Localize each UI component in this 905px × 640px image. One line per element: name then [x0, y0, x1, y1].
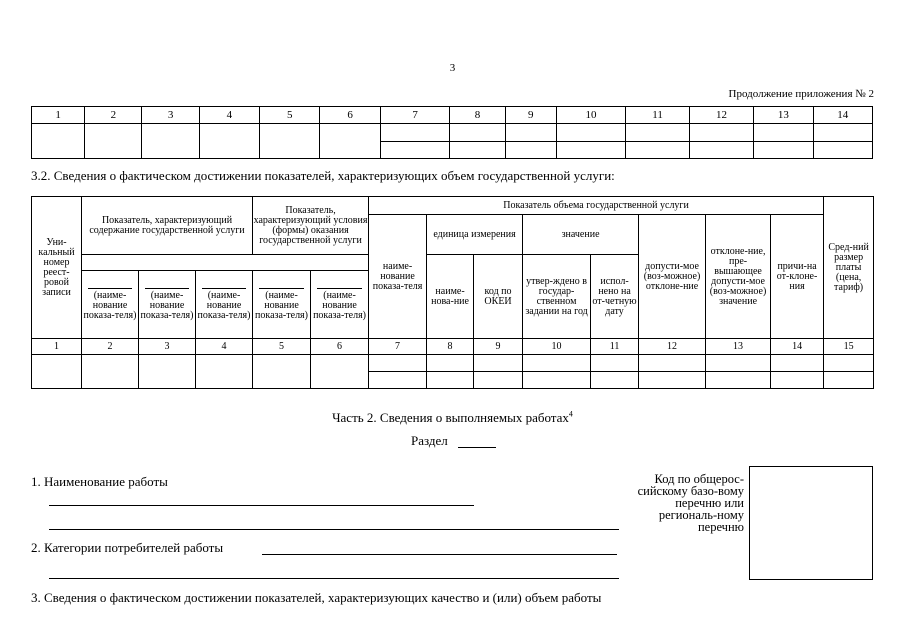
col-num: 10 [556, 107, 626, 124]
header-sub-name: (наиме-нование показа-теля) [82, 271, 139, 339]
section-label: Раздел [411, 433, 448, 448]
col-num: 14 [771, 339, 824, 355]
column-number-row [32, 339, 874, 355]
work-name-field[interactable] [49, 505, 474, 506]
header-reason: причи-на от-клоне-ния [771, 215, 824, 339]
page-number: 3 [449, 62, 456, 74]
col-num: 6 [311, 339, 369, 355]
col-num: 1 [32, 107, 85, 124]
header-volume-group: Показатель объема государственной услуги [369, 197, 824, 215]
header-allowed-deviation: допусти-мое (воз-можное) отклоне-ние [639, 215, 706, 339]
col-num: 9 [505, 107, 556, 124]
col-num: 3 [139, 339, 196, 355]
col-num: 12 [639, 339, 706, 355]
column-number-row [32, 107, 873, 124]
col-num: 7 [369, 339, 427, 355]
col-num: 10 [523, 339, 591, 355]
col-num: 4 [199, 107, 259, 124]
code-box[interactable] [749, 466, 873, 580]
work-name-label: 1. Наименование работы [31, 474, 168, 489]
header-unique-number: Уни-кальный номер реест-ровой записи [32, 197, 82, 339]
header-sub-name: (наиме-нование показа-теля) [253, 271, 311, 339]
continuation-label: Продолжение приложения № 2 [728, 88, 874, 100]
volume-indicators-table [31, 196, 874, 389]
col-num: 13 [706, 339, 771, 355]
col-num: 7 [380, 107, 450, 124]
work-name-field-2[interactable] [49, 529, 619, 530]
section-3-2-title: 3.2. Сведения о фактическом достижении показателей, характеризующих объем государственной услуги: [31, 168, 615, 183]
section-3-title: 3. Сведения о фактическом достижении показателей, характеризующих качество и (или) объем работы [31, 590, 602, 605]
header-approved: утвер-ждено в государ-ственном задании на год [523, 255, 591, 339]
col-num: 5 [260, 107, 320, 124]
code-label: Код по общерос-сийскому базо-вому перечню или региональ-ному перечню [637, 472, 744, 534]
header-deviation-exceeding: отклоне-ние, пре-вышающее допусти-мое (воз-можное) значение [706, 215, 771, 339]
header-conditions-group: Показатель, характеризующий условия (формы) оказания государственной услуги [253, 197, 369, 255]
header-executed: испол-нено на от-четную дату [591, 255, 639, 339]
col-num: 6 [320, 107, 380, 124]
col-num: 3 [142, 107, 199, 124]
table-row [32, 355, 874, 372]
col-num: 13 [754, 107, 813, 124]
col-num: 8 [450, 107, 505, 124]
header-sub-name: (наиме-нование показа-теля) [311, 271, 369, 339]
col-num: 11 [591, 339, 639, 355]
header-value: значение [523, 215, 639, 255]
col-num: 11 [626, 107, 689, 124]
header-indicator-name: наиме-нование показа-теля [369, 215, 427, 339]
header-content-group: Показатель, характеризующий содержание государственной услуги [82, 197, 253, 255]
col-num: 2 [85, 107, 142, 124]
col-num: 15 [824, 339, 874, 355]
section-number-field[interactable] [458, 447, 496, 448]
col-num: 5 [253, 339, 311, 355]
header-okei-code: код по ОКЕИ [474, 255, 523, 339]
continued-table [31, 106, 873, 159]
col-num: 14 [813, 107, 872, 124]
col-num: 9 [474, 339, 523, 355]
col-num: 12 [689, 107, 753, 124]
col-num: 1 [32, 339, 82, 355]
col-num: 4 [196, 339, 253, 355]
consumer-category-label: 2. Категории потребителей работы [31, 540, 224, 555]
col-num: 8 [427, 339, 474, 355]
table-row [32, 124, 873, 142]
part2-title: Часть 2. Сведения о выполняемых работах$^4$ [332, 409, 573, 425]
col-num: 2 [82, 339, 139, 355]
header-unit: единица измерения [427, 215, 523, 255]
consumer-category-field-2[interactable] [49, 578, 619, 579]
header-sub-name: (наиме-нование показа-теля) [139, 271, 196, 339]
header-unit-name: наиме-нова-ние [427, 255, 474, 339]
header-avg-fee: Сред-ний размер платы (цена, тариф) [824, 197, 874, 339]
header-sub-name: (наиме-нование показа-теля) [196, 271, 253, 339]
consumer-category-field[interactable] [262, 554, 617, 555]
